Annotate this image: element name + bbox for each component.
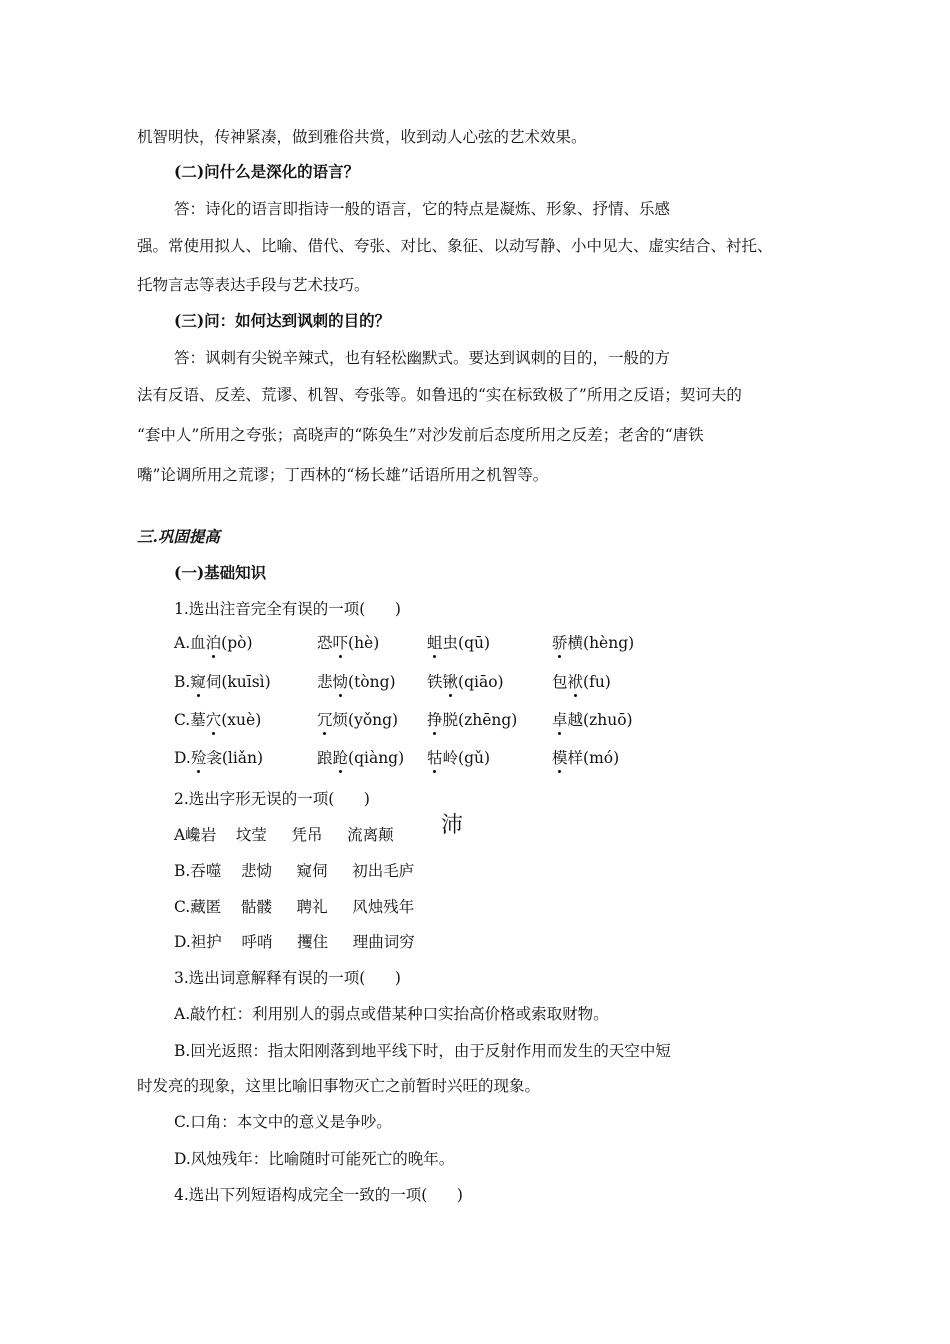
option-text-suffix: 越(zhuō): [567, 711, 633, 729]
option-text-prefix: A.血: [174, 634, 206, 652]
section-3-title: 三.巩固提高: [137, 527, 220, 546]
exercise-1-option-item: [552, 672, 611, 692]
option-text-prefix: 包: [552, 673, 568, 691]
exercise-2-option-a: A巉岩 坟莹 凭吊 流离颠: [174, 826, 394, 844]
exercise-4-question: 4.选出下列短语构成完全一致的一项( ): [174, 1186, 463, 1204]
question-2-answer-line-3: 托物言志等表达手段与艺术技巧。: [137, 276, 370, 294]
exercise-1-option-item: [552, 633, 634, 653]
emphasized-character: 跄: [332, 749, 349, 767]
emphasized-character: 窥: [190, 673, 206, 691]
emphasized-character: 恸: [332, 673, 349, 691]
option-text-suffix: 衾(liǎn): [206, 749, 264, 767]
exercise-3-option-b-line-2: 时发亮的现象，这里比喻旧事物灭亡之前暂时兴旺的现象。: [137, 1077, 541, 1095]
option-text-prefix: B.: [174, 673, 191, 691]
emphasized-character: 穴: [205, 711, 222, 729]
option-text-prefix: 恐: [317, 634, 333, 652]
subsection-basic-knowledge-title: (一)基础知识: [174, 563, 267, 582]
exercise-2-option-d: D.袒护 呼哨 攫住 理曲词穷: [174, 933, 415, 951]
emphasized-character: 锹: [442, 673, 459, 691]
option-text-suffix: 伺(kuīsì): [205, 673, 271, 691]
exercise-1-option-item: [317, 710, 398, 730]
exercise-1-option-item: [174, 633, 253, 653]
exercise-2-question: 2.选出字形无误的一项( ): [174, 790, 370, 808]
exercise-1-option-item: [427, 748, 490, 768]
exercise-1-option-item: [317, 748, 404, 768]
emphasized-character: 殓: [190, 749, 207, 767]
question-3-answer-line-2: 法有反语、反差、荒谬、机智、夸张等。如鲁迅的“实在标致极了”所用之反语；契诃夫的: [137, 386, 742, 404]
emphasized-character: 吓: [332, 634, 349, 652]
exercise-3-question: 3.选出词意解释有误的一项( ): [174, 969, 401, 987]
exercise-1-option-item: [427, 710, 517, 730]
option-text-suffix: (tòng): [348, 673, 396, 691]
emphasized-character: 卓: [552, 711, 568, 729]
option-text-suffix: 虫(qū): [442, 634, 491, 652]
emphasized-character: 挣: [427, 711, 443, 729]
option-text-suffix: 岭(gǔ): [442, 749, 491, 767]
exercise-3-option-d: D.风烛残年：比喻随时可能死亡的晚年。: [174, 1150, 455, 1168]
question-3-answer-line-1: 答：讽刺有尖锐辛辣式，也有轻松幽默式。要达到讽刺的目的，一般的方: [174, 349, 671, 367]
emphasized-character: 模: [552, 749, 568, 767]
question-2-answer-line-2: 强。常使用拟人、比喻、借代、夸张、对比、象征、以动写静、小中见大、虚实结合、衬托、: [137, 237, 773, 255]
option-text-suffix: 烦(yǒng): [332, 711, 399, 729]
option-text-suffix: (pò): [221, 634, 253, 652]
option-text-suffix: (xuè): [221, 711, 262, 729]
option-text-prefix: 悲: [317, 673, 333, 691]
exercise-2-option-c: C.藏匿 骷髅 聘礼 风烛残年: [174, 898, 415, 916]
exercise-3-option-b-line-1: B.回光返照：指太阳刚落到地平线下时，由于反射作用而发生的天空中短: [174, 1042, 671, 1060]
exercise-3-option-a: A.敲竹杠：利用别人的弱点或借某种口实抬高价格或索取财物。: [174, 1005, 609, 1023]
question-2-answer-line-1: 答：诗化的语言即指诗一般的语言，它的特点是凝炼、形象、抒情、乐感: [174, 200, 671, 218]
exercise-1-option-item: [427, 633, 490, 653]
option-text-prefix: 铁: [427, 673, 443, 691]
exercise-1-option-item: [317, 633, 379, 653]
emphasized-character: 蛆: [427, 634, 443, 652]
option-text-suffix: (fu): [583, 673, 611, 691]
paragraph-continuation: 机智明快，传神紧凑，做到雅俗共赏，收到动人心弦的艺术效果。: [137, 128, 587, 146]
exercise-1-option-item: [174, 672, 271, 692]
exercise-1-option-item: [552, 748, 619, 768]
option-text-prefix: 踉: [317, 749, 333, 767]
option-text-suffix: (hè): [348, 634, 380, 652]
option-text-prefix: D.: [174, 749, 191, 767]
exercise-1-option-item: [174, 710, 261, 730]
option-text-suffix: (qiāo): [458, 673, 504, 691]
exercise-3-option-c: C.口角：本文中的意义是争吵。: [174, 1113, 392, 1131]
question-3-answer-line-4: 嘴”论调所用之荒谬；丁西林的“杨长雄”话语所用之机智等。: [137, 466, 549, 484]
emphasized-character: 骄: [552, 634, 568, 652]
question-2-heading: (二)问什么是深化的语言？: [174, 162, 360, 181]
emphasized-character: 袱: [567, 673, 584, 691]
exercise-2-option-b: B.吞噬 悲恸 窥伺 初出毛庐: [174, 862, 415, 880]
option-text-suffix: 脱(zhēng): [442, 711, 518, 729]
emphasized-character: 牯: [427, 749, 443, 767]
emphasized-character: 泊: [205, 634, 222, 652]
option-text-suffix: 样(mó): [567, 749, 620, 767]
exercise-1-option-item: [552, 710, 633, 730]
option-text-suffix: 横(hèng): [567, 634, 635, 652]
exercise-1-option-item: [174, 748, 263, 768]
question-3-answer-line-3: “套中人”所用之夸张；高晓声的“陈奂生”对沙发前后态度所用之反差；老舍的“唐铁: [137, 426, 704, 444]
question-3-heading: (三)问：如何达到讽刺的目的？: [174, 311, 391, 330]
stray-character: 沛: [441, 813, 464, 838]
exercise-1-question: 1.选出注音完全有误的一项( ): [174, 600, 401, 618]
exercise-1-option-item: [427, 672, 504, 692]
option-text-suffix: (qiàng): [348, 749, 405, 767]
emphasized-character: 冗: [317, 711, 333, 729]
exercise-1-option-item: [317, 672, 396, 692]
option-text-prefix: C.墓: [174, 711, 206, 729]
